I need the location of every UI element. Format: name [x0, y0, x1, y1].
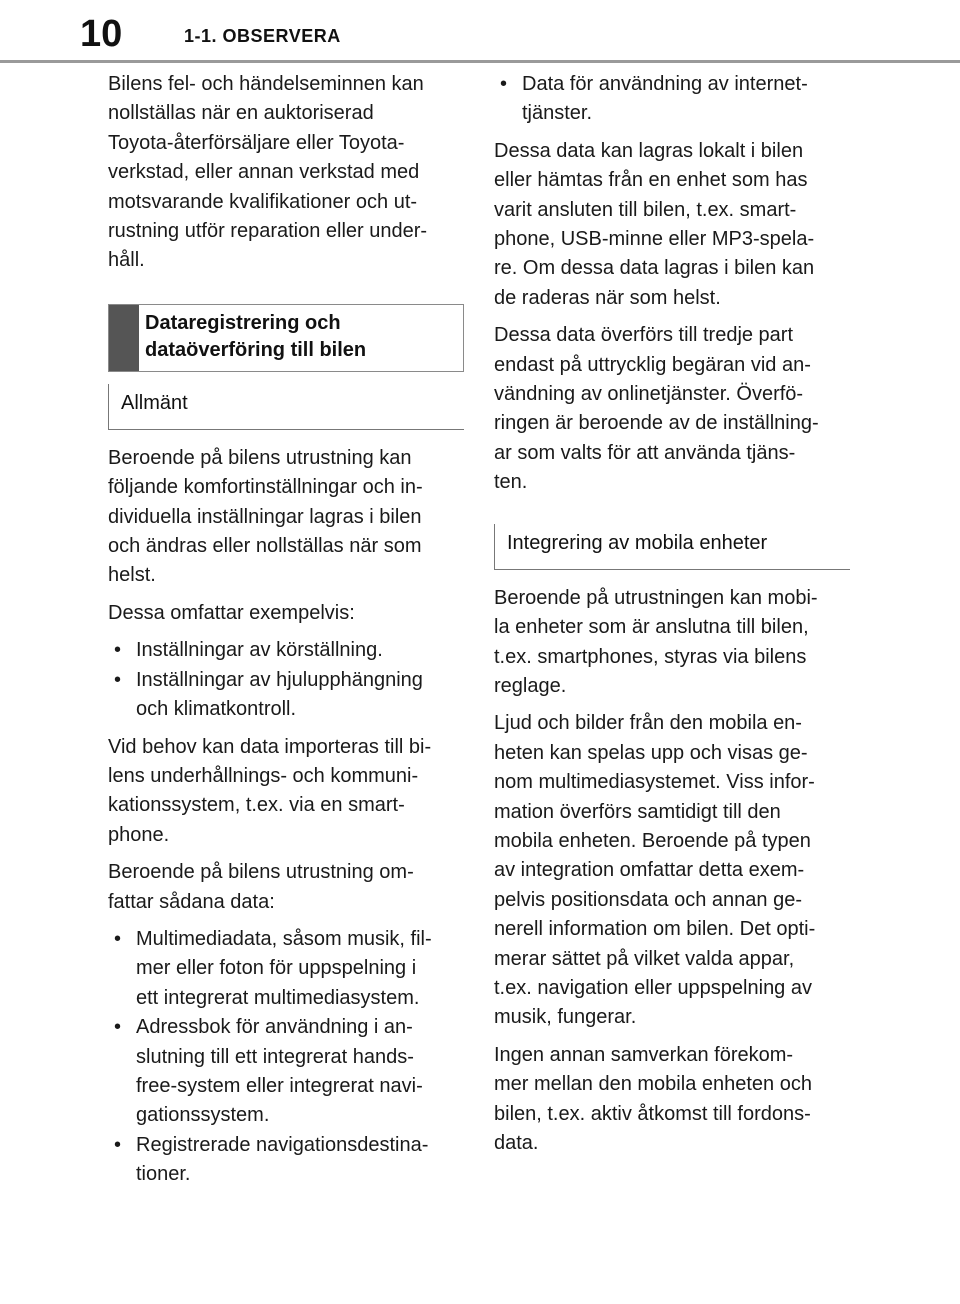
- header-divider: [0, 60, 960, 63]
- text-line: Dessa data överförs till tredje part: [494, 324, 794, 347]
- text-line: lens underhållnings- och kommuni-: [108, 764, 419, 787]
- text-line: Dessa data kan lagras lokalt i bilen: [494, 139, 804, 162]
- text-line: la enheter som är anslutna till bilen,: [494, 616, 809, 639]
- text-line: Ingen annan samverkan förekom-: [494, 1043, 794, 1066]
- chapter-title: 1-1. OBSERVERA: [184, 26, 341, 46]
- section-heading-bar: [109, 305, 139, 371]
- paragraph: [494, 584, 850, 702]
- paragraph: [108, 858, 464, 917]
- text-line: bilen, t.ex. aktiv åtkomst till fordons-: [494, 1102, 811, 1125]
- text-line: mobila enheten. Beroende på typen: [494, 829, 811, 852]
- text-line: rustning utför reparation eller under-: [108, 220, 428, 243]
- text-line: Bilens fel- och händelseminnen kan: [108, 73, 424, 95]
- text-line: mer eller foton för uppspelning i: [136, 957, 417, 980]
- text-line: de raderas när som helst.: [494, 286, 721, 309]
- text-line: verkstad, eller annan verkstad med: [108, 161, 420, 184]
- text-line: Beroende på bilens utrustning kan: [108, 446, 412, 469]
- text-line: Vid behov kan data importeras till bi-: [108, 735, 432, 758]
- text-line: merar sättet på vilket valda appar,: [494, 947, 795, 970]
- text-line: free-system eller integrerat navi-: [136, 1074, 423, 1097]
- text-line: Inställningar av hjulupphängning: [136, 668, 423, 691]
- text-line: vändning av onlinetjänster. Överfö-: [494, 383, 804, 406]
- paragraph: [108, 444, 464, 591]
- text-line: Beroende på utrustningen kan mobi-: [494, 586, 818, 609]
- text-line: Registrerade navigationsdestina-: [136, 1133, 429, 1156]
- text-line: följande komfortinställningar och in-: [108, 476, 423, 499]
- right-column: [494, 70, 850, 1166]
- text-line: Adressbok för användning i an-: [136, 1016, 413, 1039]
- text-line: data.: [494, 1132, 539, 1154]
- bullet-item: [108, 925, 464, 1013]
- text-line: phone.: [108, 823, 170, 846]
- text-line: mation överförs samtidigt till den: [494, 800, 781, 823]
- text-line: Data för användning av internet-: [522, 73, 808, 95]
- text-line: motsvarande kvalifikationer och ut-: [108, 190, 418, 213]
- bullet-item: [108, 1013, 464, 1131]
- text-line: fattar sådana data:: [108, 890, 275, 913]
- text-line: av integration omfattar detta exem-: [494, 859, 805, 882]
- text-line: och klimatkontroll.: [136, 698, 297, 721]
- text-line: Beroende på bilens utrustning om-: [108, 861, 414, 884]
- text-line: ett integrerat multimediasystem.: [136, 986, 420, 1009]
- text-line: t.ex. navigation eller uppspelning av: [494, 976, 812, 999]
- text-line: t.ex. smartphones, styras via bilens: [494, 645, 807, 668]
- bullet-item: [494, 70, 850, 129]
- text-line: heten kan spelas upp och visas ge-: [494, 741, 808, 764]
- text-line: nollställas när en auktoriserad: [108, 102, 374, 125]
- text-line: phone, USB-minne eller MP3-spela-: [494, 228, 815, 251]
- text-line: eller hämtas från en enhet som has: [494, 169, 808, 192]
- left-column: [108, 70, 464, 1198]
- text-line: ar som valts för att använda tjäns-: [494, 441, 796, 464]
- text-line: varit ansluten till bilen, t.ex. smart-: [494, 198, 797, 221]
- text-line: helst.: [108, 564, 156, 587]
- page-number: 10: [80, 13, 123, 55]
- bullet-item: [108, 1131, 464, 1190]
- text-line: Multimediadata, såsom musik, fil-: [136, 927, 432, 950]
- paragraph: [108, 733, 464, 851]
- paragraph: Dessa omfattar exempelvis:: [108, 601, 355, 624]
- text-line: musik, fungerar.: [494, 1006, 637, 1029]
- bullet-item: [108, 636, 464, 665]
- text-line: nerell information om bilen. Det opti-: [494, 918, 816, 941]
- text-line: mer mellan den mobila enheten och: [494, 1073, 812, 1096]
- paragraph: [494, 137, 850, 313]
- paragraph: [494, 321, 850, 497]
- text-line: Inställningar av körställning.: [136, 639, 383, 662]
- text-line: reglage.: [494, 674, 567, 697]
- text-line: pelvis positionsdata och annan ge-: [494, 888, 802, 911]
- intro-paragraph: [108, 70, 464, 276]
- text-line: dividuella inställningar lagras i bilen: [108, 505, 422, 528]
- text-line: Dataregistrering och: [145, 311, 341, 334]
- text-line: endast på uttrycklig begäran vid an-: [494, 353, 811, 376]
- text-line: Toyota-återförsäljare eller Toyota-: [108, 131, 405, 154]
- bullet-list: [494, 70, 850, 129]
- text-line: dataöverföring till bilen: [145, 338, 367, 361]
- text-line: nom multimediasystemet. Viss infor-: [494, 771, 815, 794]
- text-line: kationssystem, t.ex. via en smart-: [108, 794, 405, 817]
- text-line: ten.: [494, 471, 528, 494]
- text-line: gationssystem.: [136, 1104, 270, 1127]
- subheading-allmant: Allmänt: [108, 384, 464, 430]
- text-line: tjänster.: [522, 102, 593, 125]
- bullet-item: [108, 666, 464, 725]
- bullet-list: [108, 636, 464, 724]
- section-title: [139, 305, 376, 371]
- text-line: och ändras eller nollställas när som: [108, 535, 422, 558]
- paragraph: [494, 1041, 850, 1159]
- section-heading-box: [108, 304, 464, 372]
- text-line: ringen är beroende av de inställning-: [494, 412, 819, 435]
- text-line: tioner.: [136, 1163, 191, 1186]
- text-line: slutning till ett integrerat hands-: [136, 1045, 414, 1068]
- subheading-mobila-enheter: Integrering av mobila enheter: [494, 524, 850, 570]
- bullet-list: [108, 925, 464, 1190]
- paragraph: [494, 709, 850, 1032]
- text-line: Ljud och bilder från den mobila en-: [494, 712, 802, 735]
- text-line: håll.: [108, 249, 145, 272]
- text-line: re. Om dessa data lagras i bilen kan: [494, 257, 815, 280]
